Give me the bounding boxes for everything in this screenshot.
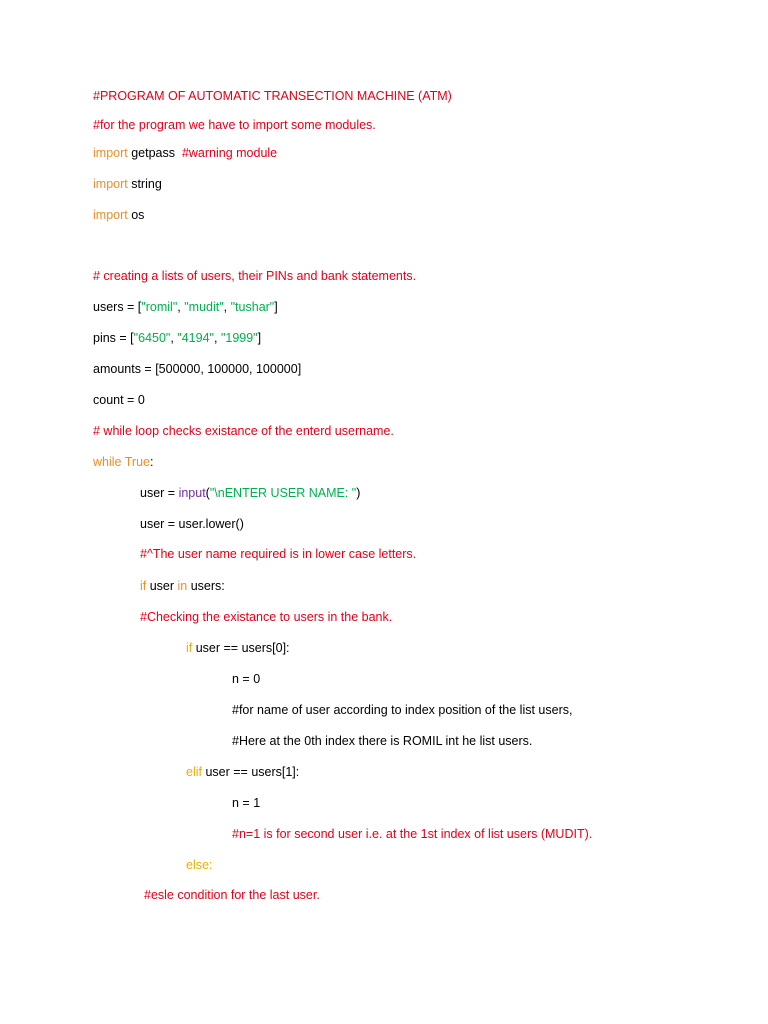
index-comment: #for name of user according to index position of the list users,: [232, 703, 573, 717]
code-text: ,: [223, 300, 231, 314]
title-comment: #PROGRAM OF AUTOMATIC TRANSECTION MACHINE (ATM): [93, 89, 452, 103]
lower-line: user = user.lower(): [140, 517, 244, 531]
code-text: (: [205, 486, 210, 500]
code-text: ,: [213, 331, 221, 345]
string-literal: "\nENTER USER NAME: ": [209, 486, 357, 500]
import-string-line: [93, 176, 162, 192]
romil-comment: #Here at the 0th index there is ROMIL int he list users.: [232, 734, 533, 748]
input-line: [140, 485, 360, 501]
string-literal: "1999": [220, 331, 258, 345]
n1-line: n = 1: [232, 796, 261, 810]
import-getpass-line: [93, 145, 277, 161]
string-literal: "tushar": [230, 300, 275, 314]
if-user0-line: [186, 640, 290, 656]
lists-comment: # creating a lists of users, their PINs and bank statements.: [93, 269, 417, 283]
else-keyword: else:: [186, 858, 213, 872]
code-text: ]: [274, 300, 278, 314]
modules-comment: #for the program we have to import some modules.: [93, 118, 376, 132]
lower-comment: #^The user name required is in lower case letters.: [140, 547, 417, 561]
if-keyword: if: [186, 641, 193, 655]
amounts-line: amounts = [500000, 100000, 100000]: [93, 362, 302, 376]
import-os-line: [93, 207, 144, 223]
code-text: ): [356, 486, 361, 500]
code-text: user == users[0]:: [192, 641, 290, 655]
else-comment: #esle condition for the last user.: [144, 888, 320, 902]
users-line: [93, 299, 278, 315]
count-line: count = 0: [93, 393, 145, 407]
elif-user1-line: [186, 764, 299, 780]
if-keyword: if: [140, 579, 147, 593]
import-keyword: import: [93, 208, 128, 222]
import-keyword: import: [93, 177, 128, 191]
code-text: user: [146, 579, 178, 593]
elif-keyword: elif: [186, 765, 202, 779]
module-name: os: [127, 208, 145, 222]
builtin-function: input: [178, 486, 206, 500]
code-text: user == users[1]:: [201, 765, 300, 779]
while-keyword: while True: [93, 455, 150, 469]
inline-comment: #warning module: [181, 146, 278, 160]
code-text: users:: [187, 579, 225, 593]
code-text: ]: [257, 331, 262, 345]
code-text: user =: [140, 486, 179, 500]
string-literal: "romil": [141, 300, 178, 314]
exist-comment: #Checking the existance to users in the bank.: [140, 610, 393, 624]
in-keyword: in: [177, 579, 188, 593]
second-comment: #n=1 is for second user i.e. at the 1st index of list users (MUDIT).: [232, 827, 593, 841]
string-literal: "mudit": [184, 300, 224, 314]
module-name: string: [127, 177, 162, 191]
while-comment: # while loop checks existance of the enterd username.: [93, 424, 394, 438]
while-line: [93, 454, 153, 470]
code-text: :: [149, 455, 154, 469]
import-keyword: import: [93, 146, 128, 160]
string-literal: "4194": [177, 331, 214, 345]
if-users-line: [140, 578, 225, 594]
string-literal: "6450": [133, 331, 171, 345]
module-name: getpass: [127, 146, 182, 160]
code-text: pins = [: [93, 331, 134, 345]
code-text: users = [: [93, 300, 142, 314]
code-text: ,: [170, 331, 178, 345]
pins-line: [93, 330, 261, 346]
code-text: ,: [177, 300, 185, 314]
n0-line: n = 0: [232, 672, 261, 686]
